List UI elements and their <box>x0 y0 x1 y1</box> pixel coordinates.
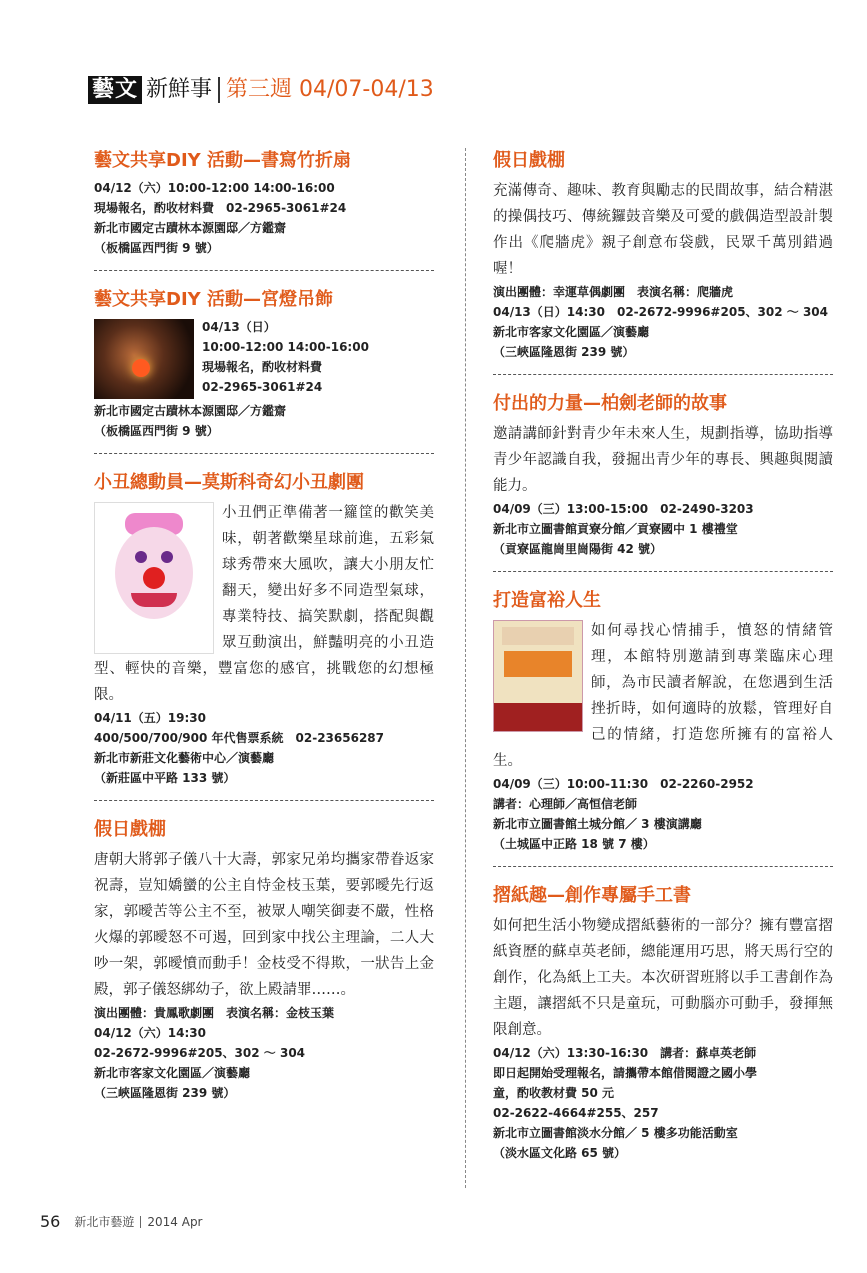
event-info-line: 講者：心理師／高恒信老師 <box>493 797 638 811</box>
page-footer <box>40 1212 203 1231</box>
event-info-line: 04/12（六）13:30-16:30 講者：蘇卓英老師 <box>493 1046 757 1060</box>
issue-date: 2014 Apr <box>147 1214 203 1229</box>
event-info-line: （板橋區西門街 9 號） <box>94 241 219 255</box>
week-range: 第三週 04/07-04/13 <box>226 77 434 102</box>
column-divider <box>465 148 466 1188</box>
event-info-line: 新北市客家文化園區／演藝廳 <box>493 325 650 339</box>
event-info-line: 02-2622-4664#255、257 <box>493 1106 659 1120</box>
event-info-line: 04/13（日）14:30 02-2672-9996#205、302 ～ 304 <box>493 305 828 319</box>
event-title: 小丑總動員—莫斯科奇幻小丑劇團 <box>94 472 364 493</box>
event-title: 藝文共享DIY 活動—書寫竹折扇 <box>94 150 351 171</box>
event-description: 充滿傳奇、趣味、教育與勵志的民間故事，結合精湛的操偶技巧、傳統鑼鼓音樂及可愛的戲偶造型設計製作出《爬牆虎》親子創意布袋戲，民眾千萬別錯過喔！ <box>493 183 833 277</box>
event-info-line: 新北市立圖書館淡水分館／ 5 樓多功能活動室 <box>493 1126 738 1140</box>
event-clown-troupe <box>94 470 434 801</box>
footer-divider <box>140 1216 141 1228</box>
event-info-line: 演出團體：幸運草偶劇團 表演名稱：爬牆虎 <box>493 285 734 299</box>
event-description: 小丑們正準備著一籮筐的歡笑美味，朝著歡樂星球前進，五彩氣球秀帶來大風吹，讓大小朋友忙翻天，變出好多不同造型氣球，專業特技、搞笑默劇，搭配與觀眾互動演出，鮮豔明亮的小丑造型、輕快的音樂，豐富您的感官，挑戰您的幻想極限。 <box>94 505 434 703</box>
left-column <box>94 148 434 1131</box>
event-puppet-show <box>493 148 833 375</box>
event-info-line: （三峽區隆恩街 239 號） <box>493 345 635 359</box>
event-info-line: 02-2672-9996#205、302 ～ 304 <box>94 1046 306 1060</box>
event-fan-diy <box>94 148 434 271</box>
event-rich-life <box>493 588 833 867</box>
event-info-line: 即日起開始受理報名，請攜帶本館借閱證之國小學 <box>493 1066 758 1080</box>
event-info-line: 新北市立圖書館貢寮分館／貢寮國中 1 樓禮堂 <box>493 522 738 536</box>
event-info-line: 童，酌收教材費 50 元 <box>493 1086 615 1100</box>
event-info-line: 400/500/700/900 年代售票系統 02-23656287 <box>94 731 384 745</box>
event-info-line: 新北市立圖書館土城分館／ 3 樓演講廳 <box>493 817 702 831</box>
page-number: 56 <box>40 1212 61 1231</box>
event-info-line: 04/12（六）10:00-12:00 14:00-16:00 <box>94 181 335 195</box>
event-holiday-opera <box>94 817 434 1115</box>
event-title: 打造富裕人生 <box>493 590 601 611</box>
event-lantern-diy <box>94 287 434 454</box>
event-info-line: 新北市國定古蹟林本源園邸／方鑑齋 <box>94 404 287 418</box>
header-divider <box>218 77 220 103</box>
event-info-line: （土城區中正路 18 號 7 樓） <box>493 837 655 851</box>
event-info-line: 現場報名，酌收材料費 <box>202 360 323 374</box>
event-info-line: （貢寮區龍崗里崗陽街 42 號） <box>493 542 663 556</box>
event-info-line: 新北市新莊文化藝術中心／演藝廳 <box>94 751 275 765</box>
event-info-line: 04/09（三）10:00-11:30 02-2260-2952 <box>493 777 754 791</box>
event-info-line: 04/09（三）13:00-15:00 02-2490-3203 <box>493 502 754 516</box>
right-column <box>493 148 833 1191</box>
event-title: 付出的力量—柏劍老師的故事 <box>493 393 727 414</box>
event-info-line: （新莊區中平路 133 號） <box>94 771 236 785</box>
clown-illustration <box>94 502 214 654</box>
page-header <box>88 76 434 104</box>
event-info-line: （三峽區隆恩街 239 號） <box>94 1086 236 1100</box>
event-info-line: 10:00-12:00 14:00-16:00 <box>202 340 369 354</box>
event-info-line: 02-2965-3061#24 <box>202 380 323 394</box>
event-info-line: 04/12（六）14:30 <box>94 1026 206 1040</box>
event-info-line: 演出團體：貴鳳歌劇團 表演名稱：金枝玉葉 <box>94 1006 335 1020</box>
event-description: 唐朝大將郭子儀八十大壽，郭家兄弟均攜家帶眷返家祝壽，豈知嬌蠻的公主自恃金枝玉葉，要郭曖先行返家，郭曖苦等公主不至，被眾人嘲笑御妻不嚴，性格火爆的郭曖怒不可遏，回到家中找公主理論，二人大吵一架，郭曖憤而動手！金枝受不得欺，一狀告上金殿，郭子儀怒綁幼子，欲上殿請罪……。 <box>94 852 434 998</box>
event-info-line: 現場報名，酌收材料費 02-2965-3061#24 <box>94 201 347 215</box>
event-title: 摺紙趣—創作專屬手工書 <box>493 885 691 906</box>
event-description: 邀請講師針對青少年未來人生，規劃指導，協助指導青少年認識自我，發掘出青少年的專長、興趣與閱讀能力。 <box>493 426 833 494</box>
event-info-line: 新北市國定古蹟林本源園邸／方鑑齋 <box>94 221 287 235</box>
rich-life-poster-image <box>493 620 583 732</box>
event-description: 如何尋找心情捕手，憤怒的情緒管理，本館特別邀請到專業臨床心理師，為市民讀者解說，在您遇到生活挫折時，如何適時的放鬆，管理好自己的情緒，打造您所擁有的富裕人生。 <box>493 623 833 769</box>
lantern-photo-image <box>94 319 194 399</box>
event-title: 藝文共享DIY 活動—宮燈吊飾 <box>94 289 333 310</box>
column-logo: 藝文 <box>88 76 142 104</box>
event-description: 如何把生活小物變成摺紙藝術的一部分？擁有豐富摺紙資歷的蘇卓英老師，總能運用巧思，將天馬行空的創作，化為紙上工夫。本次研習班將以手工書創作為主題，讓摺紙不只是童玩，可動腦亦可動手，發揮無限創意。 <box>493 918 833 1038</box>
event-title: 假日戲棚 <box>94 819 166 840</box>
column-name: 新鮮事 <box>146 77 213 102</box>
event-info-line: （板橋區西門街 9 號） <box>94 424 219 438</box>
event-teacher-story <box>493 391 833 572</box>
event-info-line: 新北市客家文化園區／演藝廳 <box>94 1066 251 1080</box>
event-info-line: （淡水區文化路 65 號） <box>493 1146 627 1160</box>
event-title: 假日戲棚 <box>493 150 565 171</box>
event-info-line: 04/13（日） <box>202 320 276 334</box>
event-info-line: 04/11（五）19:30 <box>94 711 206 725</box>
event-origami-book <box>493 883 833 1175</box>
magazine-name: 新北市藝遊 <box>74 1215 135 1229</box>
